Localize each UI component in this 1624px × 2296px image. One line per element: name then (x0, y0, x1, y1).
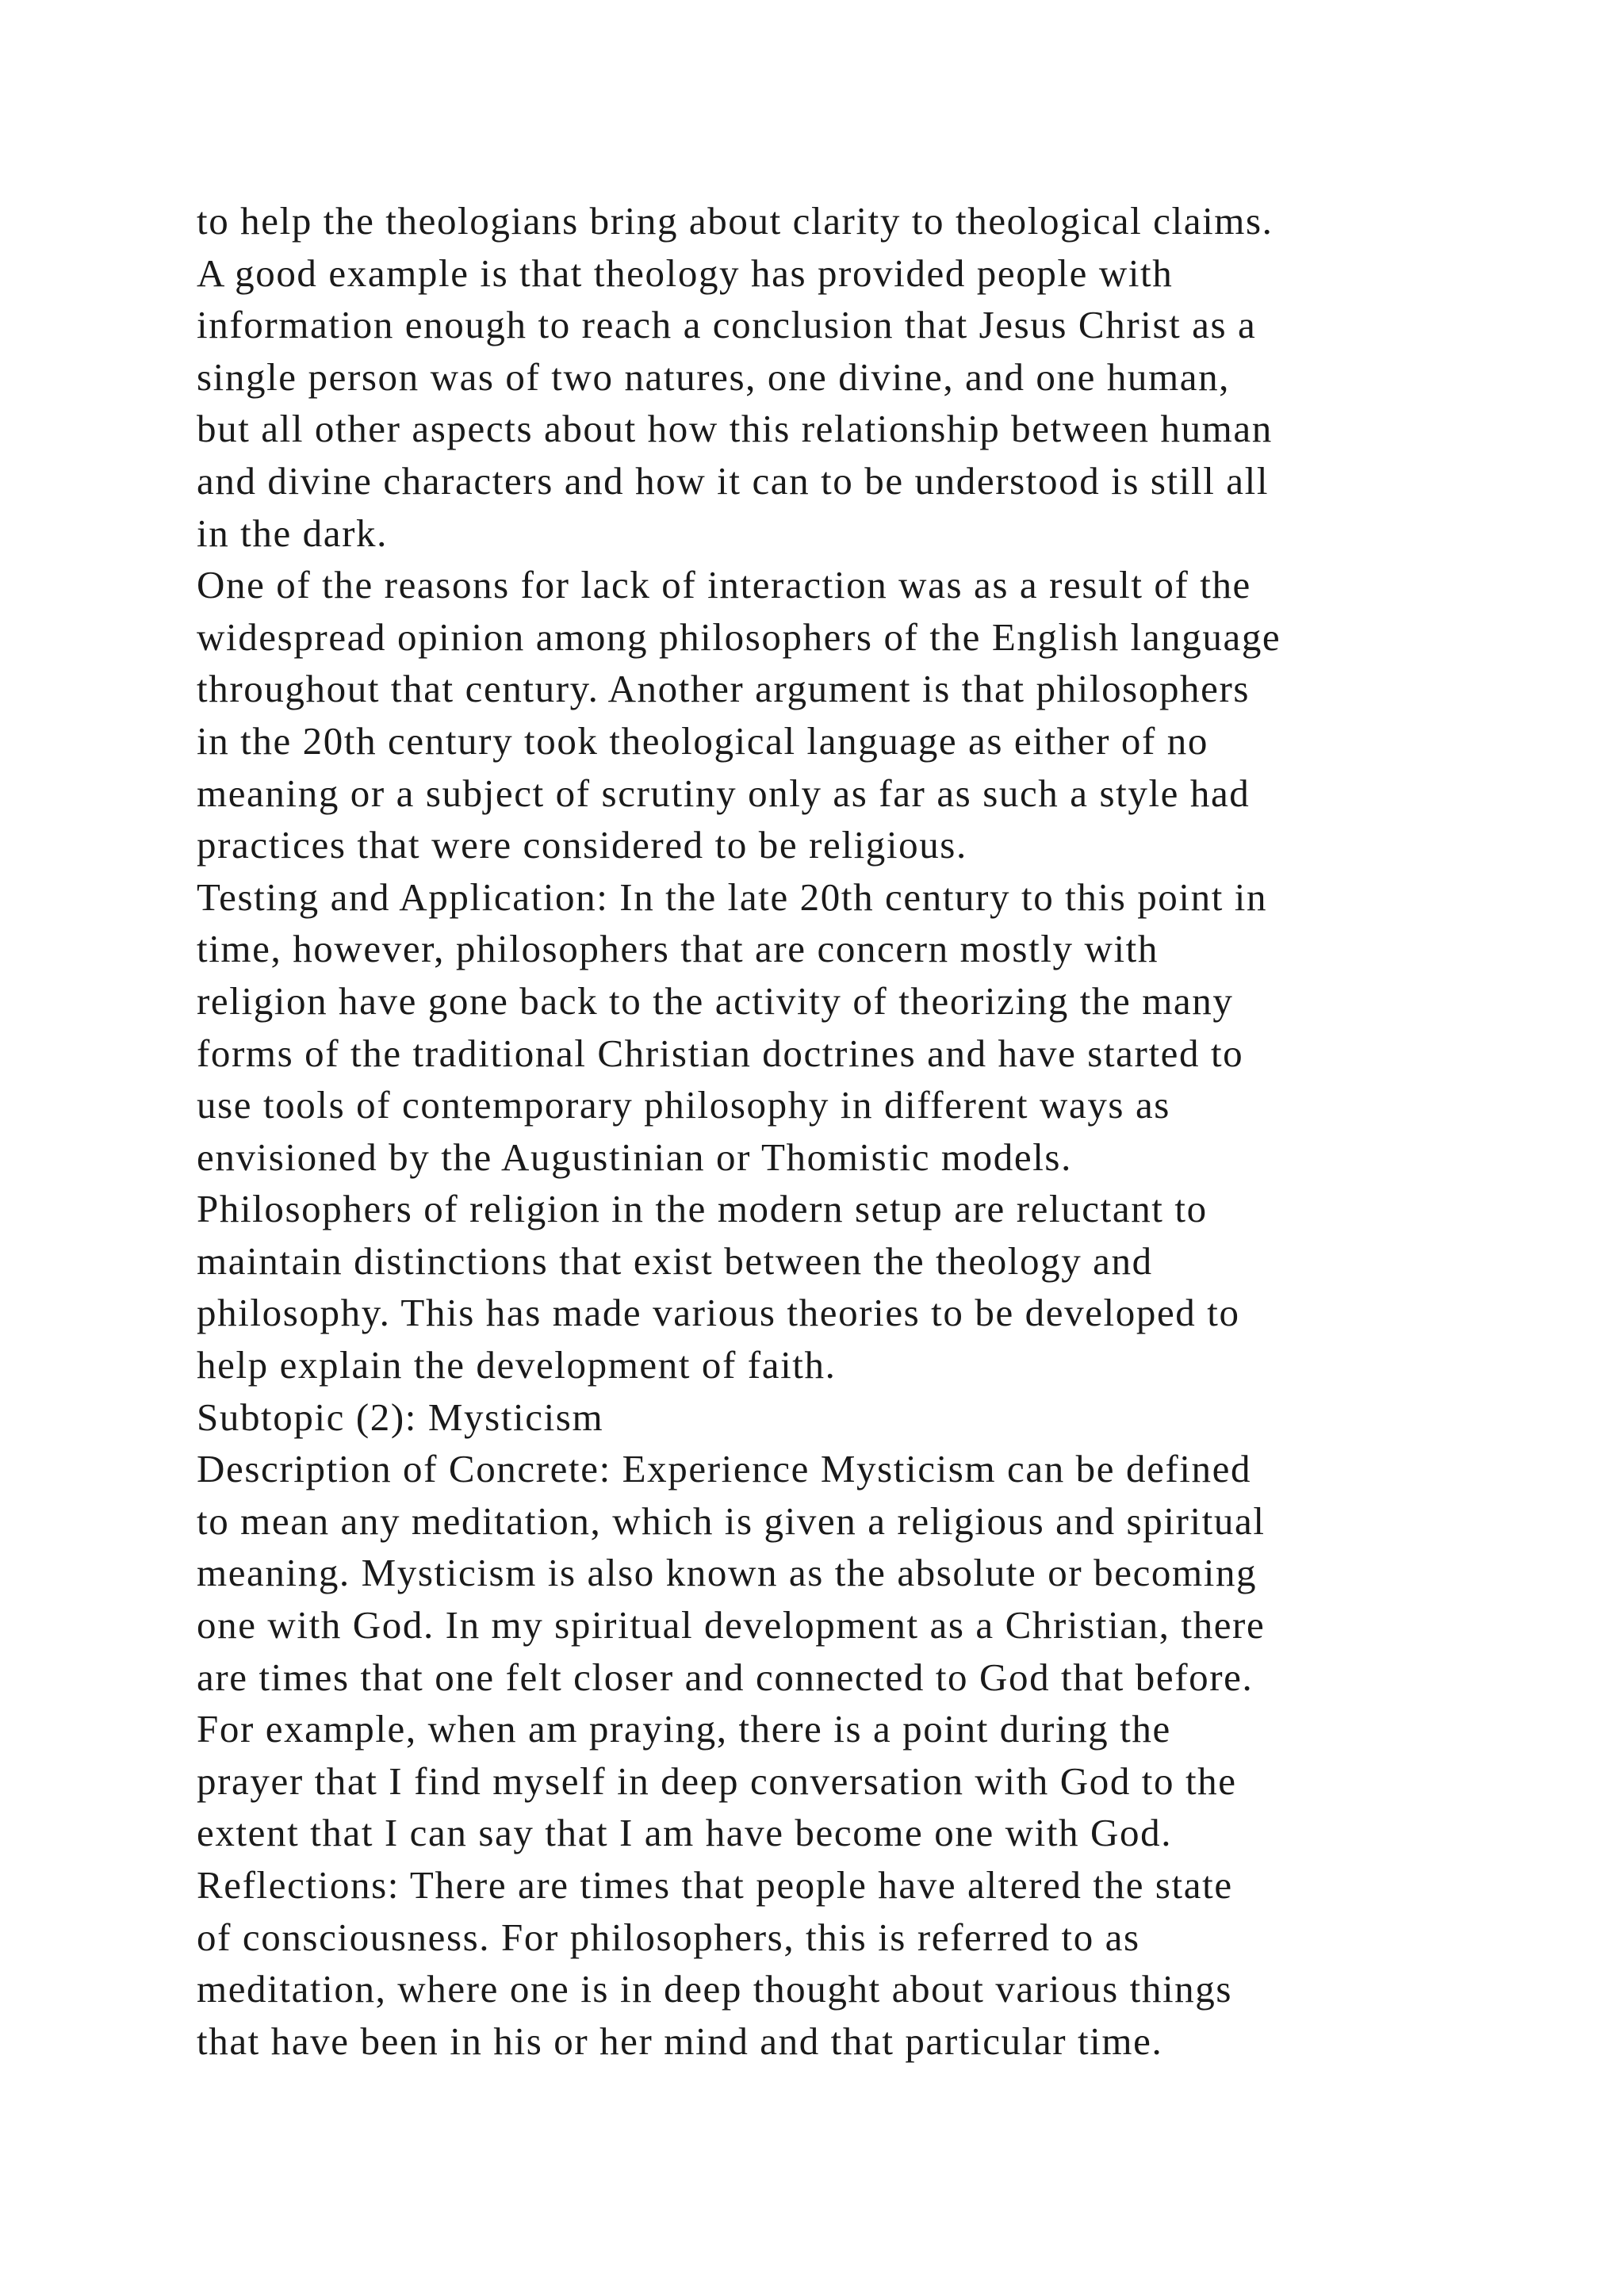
text-line: Reflections: There are times that people have altered the state (197, 1863, 1233, 1907)
text-line: in the dark. (197, 511, 388, 555)
text-line: Subtopic (2): Mysticism (197, 1395, 604, 1439)
text-line: use tools of contemporary philosophy in different ways as (197, 1083, 1170, 1127)
text-line: Philosophers of religion in the modern setup are reluctant to (197, 1187, 1208, 1231)
body-text (197, 195, 1545, 2067)
text-line: Testing and Application: In the late 20th century to this point in (197, 874, 1268, 919)
text-line: philosophy. This has made various theories to be developed to (197, 1291, 1240, 1335)
text-line: and divine characters and how it can to be understood is still all (197, 458, 1270, 503)
text-line: A good example is that theology has provided people with (197, 251, 1174, 295)
text-line: For example, when am praying, there is a point during the (197, 1707, 1171, 1751)
text-line: practices that were considered to be religious. (197, 823, 967, 867)
text-line: Description of Concrete: Experience Mysticism can be defined (197, 1447, 1252, 1491)
text-line: throughout that century. Another argument is that philosophers (197, 667, 1251, 711)
text-line: that have been in his or her mind and that particular time. (197, 2019, 1163, 2063)
text-line: of consciousness. For philosophers, this is referred to as (197, 1915, 1140, 1959)
text-line: widespread opinion among philosophers of the English language (197, 614, 1281, 659)
text-line: to mean any meditation, which is given a religious and spiritual (197, 1498, 1266, 1543)
text-line: single person was of two natures, one divine, and one human, (197, 354, 1231, 399)
text-line: help explain the development of faith. (197, 1343, 837, 1387)
text-line: information enough to reach a conclusion that Jesus Christ as a (197, 303, 1257, 347)
text-line: envisioned by the Augustinian or Thomistic models. (197, 1135, 1072, 1179)
text-line: are times that one felt closer and connected to God that before. (197, 1655, 1254, 1699)
text-line: extent that I can say that I am have become one with God. (197, 1811, 1173, 1855)
text-line: meditation, where one is in deep thought about various things (197, 1967, 1233, 2011)
text-line: religion have gone back to the activity of theorizing the many (197, 978, 1234, 1023)
text-line: in the 20th century took theological language as either of no (197, 718, 1208, 763)
text-line: forms of the traditional Christian doctrines and have started to (197, 1031, 1244, 1075)
text-line: one with God. In my spiritual development as a Christian, there (197, 1603, 1266, 1647)
text-line: time, however, philosophers that are concern mostly with (197, 927, 1159, 971)
text-line: but all other aspects about how this relationship between human (197, 407, 1273, 451)
text-line: to help the theologians bring about clarity to theological claims. (197, 199, 1274, 243)
text-line: meaning. Mysticism is also known as the absolute or becoming (197, 1551, 1258, 1595)
text-line: maintain distinctions that exist between the theology and (197, 1238, 1153, 1283)
text-line: One of the reasons for lack of interaction was as a result of the (197, 563, 1251, 607)
text-line: prayer that I find myself in deep conversation with God to the (197, 1758, 1237, 1803)
text-line: meaning or a subject of scrutiny only as far as such a style had (197, 771, 1251, 815)
